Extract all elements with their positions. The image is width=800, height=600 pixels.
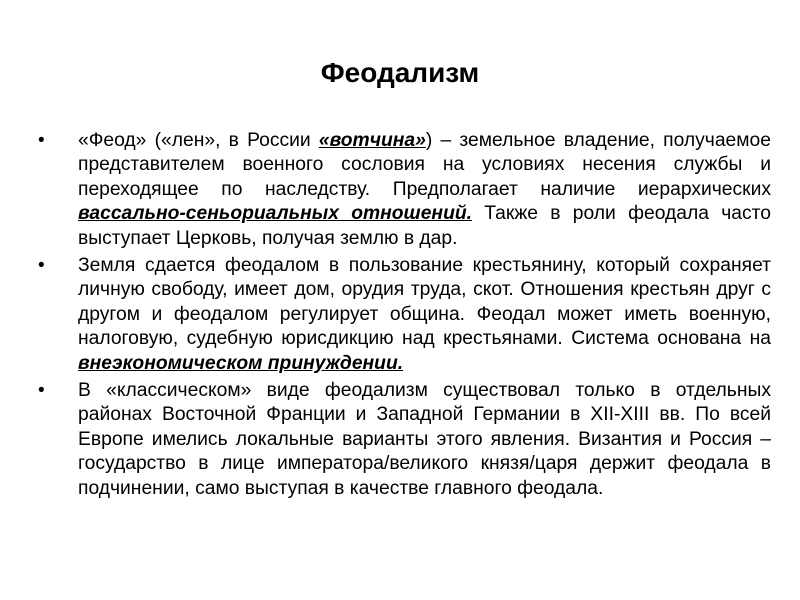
bullet-marker: • [38, 130, 45, 151]
emphasis-votchina: «вотчина» [318, 130, 426, 151]
bullet-marker: • [38, 255, 45, 277]
emphasis-coercion: внеэкономическом принуждении. [78, 352, 404, 374]
bullet-text: В «классическом» виде феодализм существовал только в отдельных районах Восточной Франции и Западной Германии в XII-XIII вв. По всей Европе имелись локальные варианты этого явления. Византия и Россия – государство в лице императора/великого князя/царя держит феодала в подчинении, само выступая в качестве главного феодала. [78, 380, 771, 499]
bullet-text: Земля сдается феодалом в пользование крестьянину, который сохраняет личную свободу, имеет дом, орудия труда, скот. Отношения крестьян друг с другом и феодалом регулирует община. Феодал может иметь военную, налоговую, судебную юрисдикцию над крестьянами. Система основана на [78, 255, 771, 350]
bullet-text: «Феод» («лен», в России [78, 130, 319, 151]
bullet-marker: • [38, 380, 45, 402]
bullet-list [38, 129, 771, 504]
slide-title: Феодализм [320, 57, 480, 88]
bullet-item-classic [38, 379, 771, 501]
bullet-item-land [38, 254, 771, 376]
bullet-item-fief [38, 129, 771, 251]
bullet-text: Также в роли феодала часто выступает Церковь, получая землю в дар. [78, 203, 771, 249]
emphasis-vassal-relations: вассально-сеньориальных отношений. [78, 203, 472, 225]
bullet-text: ) – земельное владение, получаемое представителем военного сословия на условиях несения службы и переходящее по наследству. Предполагает наличие иерархических [78, 130, 771, 200]
